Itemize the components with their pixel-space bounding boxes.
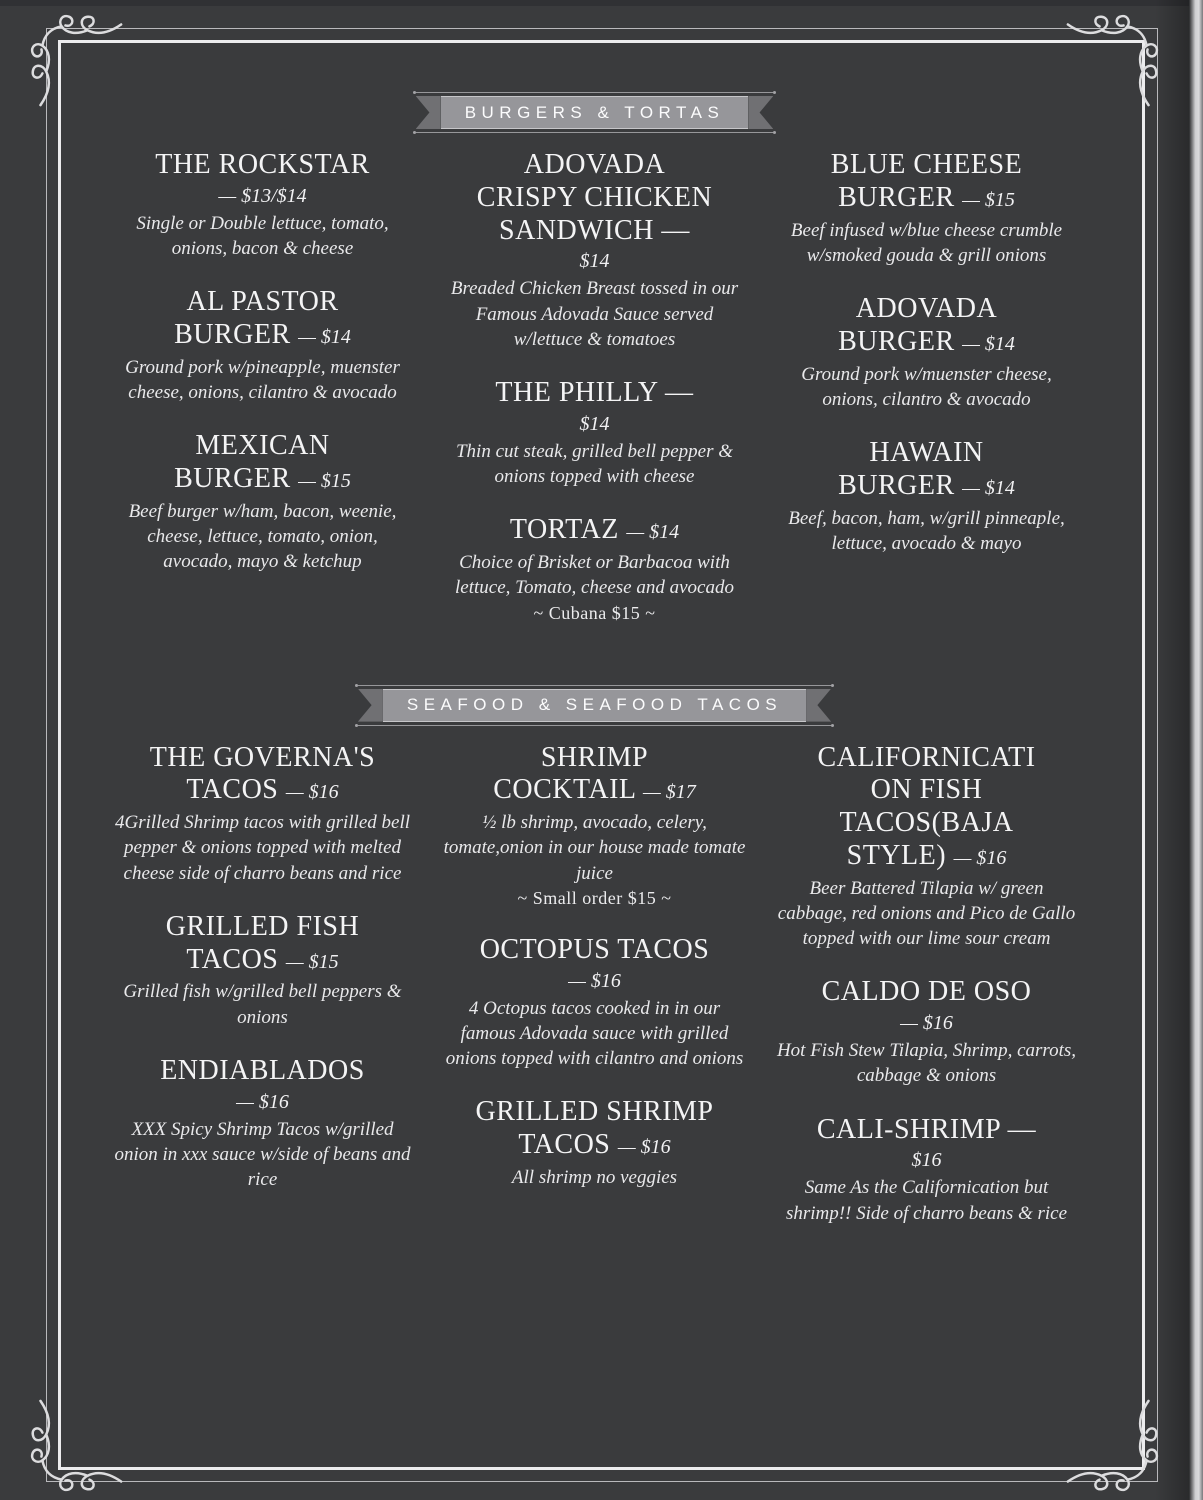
item-title: HAWAIN BURGER — $14 [838, 437, 1015, 501]
menu-item-the-rockstar [112, 149, 414, 261]
corner-flourish-icon [1065, 1398, 1161, 1494]
item-title: CALIFORNICATI ON FISH TACOS(BAJA STYLE) — $16 [817, 741, 1036, 871]
item-price: — $16 [285, 781, 339, 804]
menu-item-shrimp-cocktail [444, 742, 746, 909]
item-price: — $13/$14 [218, 184, 307, 207]
menu-item-caldo-de-oso [776, 976, 1078, 1088]
item-description: Beef, bacon, ham, w/grill pinneaple, lettuce, avocado & mayo [788, 507, 1065, 554]
menu-item-grilled-shrimp-tacos [444, 1096, 746, 1190]
item-price: — $15 [285, 950, 339, 973]
item-title: GRILLED SHRIMP TACOS — $16 [475, 1096, 714, 1161]
item-price: — $14 [962, 476, 1015, 499]
item-description: Grilled fish w/grilled bell peppers & onions [123, 981, 402, 1028]
menu-column [112, 742, 414, 1251]
corner-flourish-icon [28, 1398, 124, 1494]
menu-columns [84, 149, 1105, 649]
ribbon-fold-right-icon [748, 96, 773, 129]
banner-line-bottom [358, 725, 831, 726]
item-description: Breaded Chicken Breast tossed in our Famous Adovada Sauce served w/lettuce & tomatoes [450, 278, 739, 350]
item-title: AL PASTOR BURGER — $14 [174, 286, 351, 351]
section-title: BURGERS & TORTAS [441, 96, 749, 129]
section-title: SEAFOOD & SEAFOOD TACOS [383, 689, 806, 722]
item-description: Same As the Californication but shrimp!! Side of charro beans & rice [785, 1177, 1068, 1224]
item-description: Hot Fish Stew Tilapia, Shrimp, carrots, cabbage & onions [776, 1040, 1077, 1087]
menu-column [112, 149, 414, 649]
section-burgers-tortas [84, 92, 1105, 649]
menu-item-californication-fish-tacos [776, 742, 1078, 952]
item-title: THE PHILLY — [495, 377, 694, 409]
item-title: OCTOPUS TACOS [479, 933, 710, 965]
item-price: — $16 [900, 1012, 953, 1035]
item-description: Beef burger w/ham, bacon, weenie, cheese, lettuce, tomato, onion, avocado, mayo & ketchup [128, 500, 397, 573]
item-note: ~ Small order $15 ~ [517, 887, 672, 908]
section-banner [416, 92, 774, 133]
menu-content [84, 92, 1105, 1251]
item-note: ~ Cubana $15 ~ [533, 602, 656, 623]
item-description: ½ lb shrimp, avocado, celery, tomate,onion in our house made tomate juice [443, 812, 746, 884]
section-seafood-tacos [84, 685, 1105, 1251]
item-description: 4Grilled Shrimp tacos with grilled bell pepper & onions topped with melted cheese side of charro beans and rice [114, 812, 411, 884]
item-description: XXX Spicy Shrimp Tacos w/grilled onion in xxx sauce w/side of beans and rice [114, 1118, 411, 1191]
ribbon [416, 96, 774, 129]
item-description: Beer Battered Tilapia w/ green cabbage, red onions and Pico de Gallo topped with our lime sour cream [777, 877, 1076, 950]
menu-item-octopus-tacos [444, 934, 746, 1072]
page-edge-shadow [1155, 0, 1189, 1500]
menu-item-endiablados [112, 1055, 414, 1193]
item-title: THE ROCKSTAR [155, 149, 370, 180]
item-title: TORTAZ — $14 [509, 514, 680, 546]
menu-column [776, 742, 1078, 1251]
ribbon [358, 689, 831, 722]
menu-item-grilled-fish-tacos [112, 911, 414, 1030]
item-description: Choice of Brisket or Barbacoa with lettuce, Tomato, cheese and avocado [455, 552, 734, 599]
menu-item-cali-shrimp [776, 1114, 1078, 1226]
section-banner [358, 685, 831, 726]
item-price: — $16 [568, 969, 621, 992]
ribbon-fold-right-icon [806, 689, 831, 722]
item-title: GRILLED FISH TACOS — $15 [165, 910, 360, 975]
item-description: Beef infused w/blue cheese crumble w/smoked gouda & grill onions [790, 219, 1063, 266]
menu-column [444, 742, 746, 1251]
item-price: — $14 [962, 332, 1015, 355]
page-top-shade [0, 0, 1203, 6]
menu-column [776, 149, 1078, 649]
banner-line-bottom [416, 132, 774, 133]
menu-item-mexican-burger [112, 430, 414, 574]
menu-item-the-governas-tacos [112, 742, 414, 886]
item-price: $16 [911, 1149, 942, 1172]
item-title: BLUE CHEESE BURGER — $15 [830, 149, 1023, 213]
item-price: — $16 [617, 1136, 671, 1159]
item-price: — $16 [236, 1090, 289, 1113]
menu-item-adovada-burger [776, 293, 1078, 412]
item-price: $14 [579, 412, 610, 435]
item-description: Single or Double lettuce, tomato, onions, bacon & cheese [136, 212, 389, 260]
item-price: — $15 [962, 188, 1015, 211]
menu-item-the-philly [444, 377, 746, 489]
item-description: Thin cut steak, grilled bell pepper & onions topped with cheese [455, 440, 734, 488]
item-description: Ground pork w/muenster cheese, onions, cilantro & avocado [801, 363, 1052, 410]
item-price: $14 [579, 250, 610, 273]
banner-line-top [416, 92, 774, 93]
menu-item-blue-cheese-burger [776, 149, 1078, 268]
menu-item-tortaz [444, 514, 746, 623]
item-title: SHRIMP COCKTAIL — $17 [493, 741, 696, 806]
menu-item-hawain-burger [776, 437, 1078, 556]
item-price: — $14 [298, 326, 351, 349]
ribbon-fold-left-icon [416, 96, 441, 129]
item-description: All shrimp no veggies [511, 1166, 678, 1188]
menu-item-adovada-crispy-chicken-sandwich [444, 149, 746, 352]
item-price: — $15 [298, 470, 351, 493]
item-title: ADOVADA CRISPY CHICKEN SANDWICH — [476, 149, 713, 246]
item-price: — $17 [642, 781, 696, 804]
page-right-edge [1189, 0, 1203, 1500]
item-title: ADOVADA BURGER — $14 [838, 293, 1015, 357]
item-title: MEXICAN BURGER — $15 [174, 430, 351, 495]
menu-column [444, 149, 746, 649]
item-price: — $16 [953, 846, 1007, 869]
menu-item-al-pastor-burger [112, 286, 414, 405]
item-title: CALI-SHRIMP — [816, 1113, 1037, 1145]
item-description: 4 Octopus tacos cooked in in our famous Adovada sauce with grilled onions topped with cilantro and onions [445, 997, 744, 1070]
item-price: — $14 [626, 521, 680, 544]
item-title: ENDIABLADOS [160, 1054, 365, 1086]
banner-line-top [358, 685, 831, 686]
menu-columns [84, 742, 1105, 1251]
ribbon-fold-left-icon [358, 689, 383, 722]
item-description: Ground pork w/pineapple, muenster cheese, onions, cilantro & avocado [125, 356, 400, 404]
item-title: THE GOVERNA'S TACOS — $16 [149, 741, 376, 806]
item-title: CALDO DE OSO [821, 976, 1032, 1008]
